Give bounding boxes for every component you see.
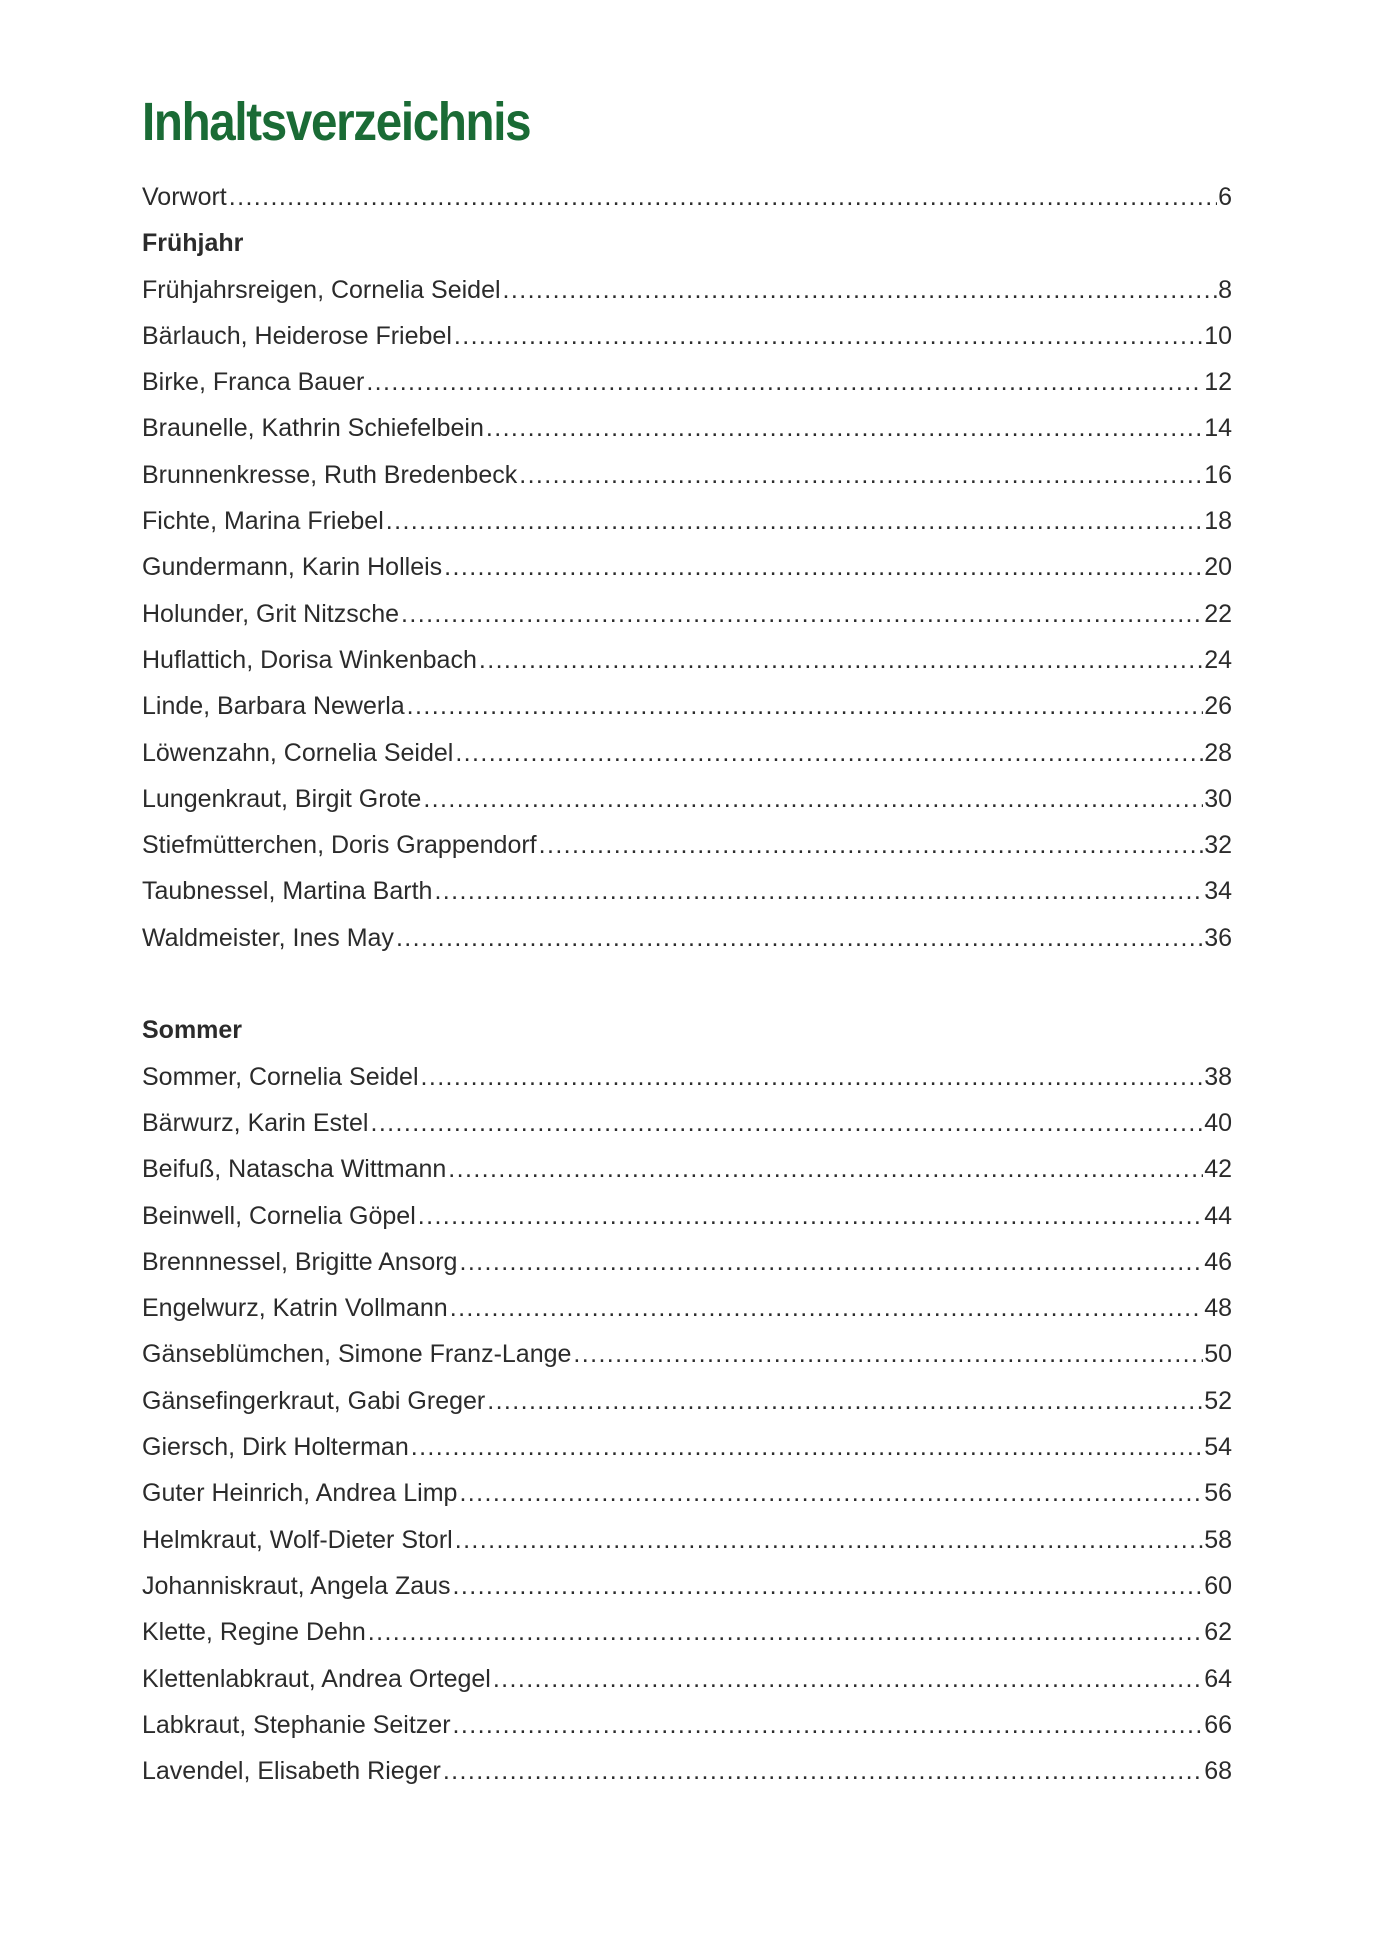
dot-leader: [396, 915, 1203, 961]
dot-leader: [421, 1054, 1204, 1100]
toc-page-number: 16: [1204, 460, 1232, 489]
toc-entry-label: Linde, Barbara Newerla: [142, 692, 405, 721]
dot-leader: [479, 637, 1203, 683]
dot-leader: [455, 730, 1203, 776]
toc-page-number: 68: [1204, 1757, 1232, 1786]
dot-leader: [401, 591, 1203, 637]
dot-leader: [386, 498, 1203, 544]
toc-entry-label: Bärwurz, Karin Estel: [142, 1108, 369, 1137]
toc-entry[interactable]: [142, 1378, 1232, 1424]
dot-leader: [368, 1609, 1203, 1655]
section-heading: Frühjahr: [142, 229, 244, 258]
dot-leader: [423, 776, 1203, 822]
toc-entry[interactable]: [142, 822, 1232, 868]
toc-sections: [142, 220, 1232, 1794]
toc-entry-label: Löwenzahn, Cornelia Seidel: [142, 738, 454, 767]
toc-page-number: 64: [1204, 1664, 1232, 1693]
dot-leader: [450, 1285, 1203, 1331]
toc-entry-label: Huflattich, Dorisa Winkenbach: [142, 645, 477, 674]
toc-page-number: 48: [1204, 1294, 1232, 1323]
toc-entry-label: Klette, Regine Dehn: [142, 1618, 366, 1647]
toc-entry-label: Beinwell, Cornelia Göpel: [142, 1201, 416, 1230]
toc-page-number: 66: [1204, 1710, 1232, 1739]
toc-entry-label: Johanniskraut, Angela Zaus: [142, 1571, 451, 1600]
toc-entry[interactable]: [142, 544, 1232, 590]
toc-entry[interactable]: [142, 1193, 1232, 1239]
toc-page-number: 18: [1204, 507, 1232, 536]
dot-leader: [366, 359, 1203, 405]
dot-leader: [411, 1424, 1203, 1470]
page-title: Inhaltsverzeichnis: [142, 92, 531, 152]
toc-page-number: 20: [1204, 553, 1232, 582]
toc-page-number: 22: [1204, 599, 1232, 628]
toc-entry[interactable]: [142, 1609, 1232, 1655]
toc-entry[interactable]: [142, 730, 1232, 776]
toc-entry-label: Birke, Franca Bauer: [142, 368, 365, 397]
toc-entry[interactable]: [142, 1748, 1232, 1794]
toc-entry[interactable]: [142, 915, 1232, 961]
dot-leader: [444, 544, 1203, 590]
toc-entry-label: Gänseblümchen, Simone Franz-Lange: [142, 1340, 572, 1369]
toc-entry-label: Stiefmütterchen, Doris Grappendorf: [142, 831, 537, 860]
toc-entry[interactable]: [142, 498, 1232, 544]
toc-page-number: 36: [1204, 923, 1232, 952]
toc-page-number: 10: [1204, 321, 1232, 350]
toc-entry-label: Giersch, Dirk Holterman: [142, 1433, 409, 1462]
toc-entry[interactable]: [142, 1239, 1232, 1285]
toc-page-number: 56: [1204, 1479, 1232, 1508]
toc-entry-label: Sommer, Cornelia Seidel: [142, 1062, 419, 1091]
toc-entry[interactable]: [142, 313, 1232, 359]
dot-leader: [539, 822, 1204, 868]
toc-page-number: 54: [1204, 1433, 1232, 1462]
toc-entry[interactable]: [142, 1517, 1232, 1563]
dot-leader: [454, 313, 1203, 359]
dot-leader: [453, 1702, 1204, 1748]
toc-page-number: 46: [1204, 1247, 1232, 1276]
toc-page-number: 24: [1204, 645, 1232, 674]
toc-entry-label: Holunder, Grit Nitzsche: [142, 599, 400, 628]
toc-entry-label: Brennnessel, Brigitte Ansorg: [142, 1247, 458, 1276]
toc-entry-label: Lavendel, Elisabeth Rieger: [142, 1757, 441, 1786]
toc-entry-label: Taubnessel, Martina Barth: [142, 877, 433, 906]
dot-leader: [573, 1331, 1203, 1377]
toc-entry-label: Engelwurz, Katrin Vollmann: [142, 1294, 448, 1323]
toc-entry-label: Lungenkraut, Birgit Grote: [142, 784, 422, 813]
toc-entry-label: Guter Heinrich, Andrea Limp: [142, 1479, 458, 1508]
toc-page-number: 8: [1218, 275, 1232, 304]
dot-leader: [443, 1748, 1203, 1794]
toc-page-number: 58: [1204, 1525, 1232, 1554]
toc-page-number: 26: [1204, 692, 1232, 721]
toc-entry-label: Frühjahrsreigen, Cornelia Seidel: [142, 275, 501, 304]
toc-page-number: 62: [1204, 1618, 1232, 1647]
toc-entry-label: Helmkraut, Wolf-Dieter Storl: [142, 1525, 453, 1554]
toc-entry-label: Braunelle, Kathrin Schiefelbein: [142, 414, 484, 443]
toc-page-number: 32: [1204, 831, 1232, 860]
dot-leader: [493, 1656, 1203, 1702]
dot-leader: [448, 1146, 1203, 1192]
toc-page-number: 44: [1204, 1201, 1232, 1230]
toc-entry-label: Labkraut, Stephanie Seitzer: [142, 1710, 451, 1739]
toc-page-number: 40: [1204, 1108, 1232, 1137]
toc-page-number: 50: [1204, 1340, 1232, 1369]
dot-leader: [407, 683, 1204, 729]
toc-entry-vorwort[interactable]: [142, 174, 1232, 220]
toc-entry[interactable]: [142, 1285, 1232, 1331]
toc-entry-label: Beifuß, Natascha Wittmann: [142, 1155, 447, 1184]
toc-entry-label: Brunnenkresse, Ruth Bredenbeck: [142, 460, 518, 489]
dot-leader: [418, 1193, 1203, 1239]
dot-leader: [229, 174, 1217, 220]
toc-page-number: 12: [1204, 368, 1232, 397]
toc-entry-label: Bärlauch, Heiderose Friebel: [142, 321, 452, 350]
toc-entry[interactable]: [142, 1424, 1232, 1470]
toc-page-number: 42: [1204, 1155, 1232, 1184]
toc-entry[interactable]: [142, 1702, 1232, 1748]
section-spacer: [142, 961, 1232, 1007]
dot-leader: [370, 1100, 1203, 1146]
toc-entry-label: Klettenlabkraut, Andrea Ortegel: [142, 1664, 491, 1693]
toc-page-number: 30: [1204, 784, 1232, 813]
toc-page-number: 38: [1204, 1062, 1232, 1091]
toc-entry[interactable]: [142, 1100, 1232, 1146]
dot-leader: [459, 1239, 1203, 1285]
toc-page-number: 34: [1204, 877, 1232, 906]
dot-leader: [487, 1378, 1203, 1424]
dot-leader: [503, 267, 1218, 313]
dot-leader: [519, 452, 1203, 498]
toc-entry-label: Fichte, Marina Friebel: [142, 507, 384, 536]
toc-entry-label: Waldmeister, Ines May: [142, 923, 394, 952]
toc-entry[interactable]: [142, 359, 1232, 405]
toc-page-number: 52: [1204, 1386, 1232, 1415]
toc-entry[interactable]: [142, 1656, 1232, 1702]
toc-page-number: 60: [1204, 1571, 1232, 1600]
toc-entry[interactable]: [142, 1331, 1232, 1377]
dot-leader: [455, 1517, 1203, 1563]
dot-leader: [434, 868, 1203, 914]
toc-entry[interactable]: [142, 591, 1232, 637]
toc-entry[interactable]: [142, 683, 1232, 729]
toc-entry[interactable]: [142, 1054, 1232, 1100]
toc-page-number: 14: [1204, 414, 1232, 443]
toc-entry[interactable]: [142, 405, 1232, 451]
toc-entry[interactable]: [142, 868, 1232, 914]
toc-entry[interactable]: [142, 267, 1232, 313]
toc-page-number: 28: [1204, 738, 1232, 767]
dot-leader: [459, 1470, 1203, 1516]
table-of-contents: [142, 174, 1232, 1794]
toc-entry[interactable]: [142, 1146, 1232, 1192]
toc-entry[interactable]: [142, 1563, 1232, 1609]
dot-leader: [486, 405, 1203, 451]
dot-leader: [453, 1563, 1204, 1609]
section-heading: Sommer: [142, 1016, 243, 1045]
toc-entry[interactable]: [142, 637, 1232, 683]
toc-entry[interactable]: [142, 452, 1232, 498]
toc-entry[interactable]: [142, 1470, 1232, 1516]
toc-entry-label: Gänsefingerkraut, Gabi Greger: [142, 1386, 486, 1415]
toc-entry-label: Vorwort: [142, 183, 227, 211]
toc-page-number: 6: [1218, 183, 1232, 211]
toc-entry-label: Gundermann, Karin Holleis: [142, 553, 443, 582]
toc-entry[interactable]: [142, 776, 1232, 822]
